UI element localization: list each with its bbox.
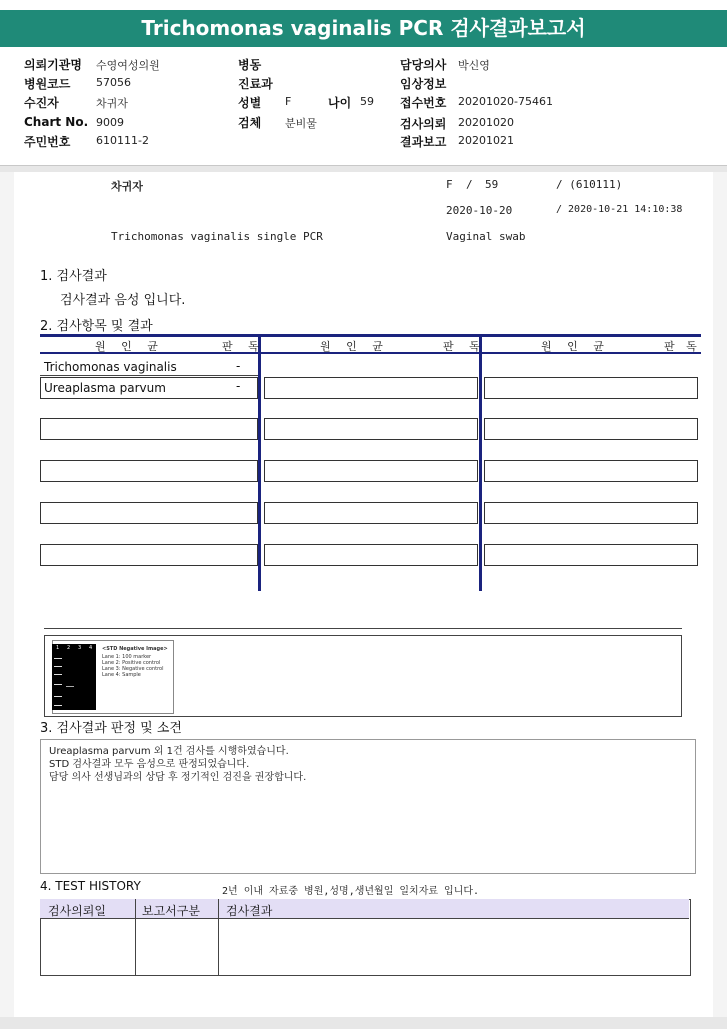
value-resident-no: 610111-2: [96, 134, 149, 147]
result-row-name: Trichomonas vaginalis: [44, 360, 177, 374]
image-area-top-line: [44, 628, 682, 629]
lane-number: 2: [67, 645, 71, 651]
history-note: 2년 이내 자료중 병원,성명,생년월일 일치자료 입니다.: [222, 886, 480, 897]
report-title: Trichomonas vaginalis PCR 검사결과보고서: [0, 10, 727, 47]
result-row-box: [40, 460, 258, 482]
history-col-divider: [135, 899, 136, 975]
gel-legend: [102, 646, 168, 678]
gel-legend-line: Lane 1: 100 marker: [102, 654, 152, 660]
label-test-request: 검사의뢰: [400, 117, 447, 131]
results-col-divider-1: [258, 334, 261, 591]
result-row-box: [484, 377, 698, 399]
result-row-value: -: [236, 359, 241, 373]
opinion-line: Ureaplasma parvum 외 1건 검사를 시행하였습니다.: [49, 746, 289, 757]
gel-band: [54, 674, 62, 675]
history-header-result: 검사결과: [226, 904, 273, 918]
section2-title: 2. 검사항목 및 결과: [40, 319, 153, 334]
lane-number: 4: [89, 645, 93, 651]
label-hospital-code: 병원코드: [24, 77, 71, 91]
col-header-result-1: 판 독: [222, 340, 265, 353]
report-datetime: / 2020-10-21 14:10:38: [556, 204, 683, 215]
section1-result: 검사결과 음성 입니다.: [60, 293, 186, 308]
value-physician: 박신영: [458, 59, 490, 72]
col-header-organism-3: 원 인 균: [541, 340, 610, 353]
collection-date: 2020-10-20: [446, 204, 513, 217]
row-divider: [40, 375, 258, 376]
header-info: [0, 47, 727, 166]
opinion-line: 담당 의사 선생님과의 상담 후 정기적인 검진을 권장합니다.: [49, 772, 307, 783]
col-header-result-3: 판 독: [664, 340, 701, 353]
patient-sex: F: [446, 178, 453, 191]
result-row-box: [484, 460, 698, 482]
value-result-report: 20201021: [458, 134, 514, 147]
patient-age: 59: [485, 178, 499, 191]
gel-legend-line: Lane 2: Positive control: [102, 660, 161, 666]
value-requesting-institution: 수영여성의원: [96, 59, 160, 72]
result-row-box: [264, 502, 478, 524]
label-patient: 수진자: [24, 96, 59, 110]
gel-band: [66, 686, 74, 687]
col-header-organism-2: 원 인 균: [320, 340, 389, 353]
test-name: Trichomonas vaginalis single PCR: [111, 230, 323, 243]
result-row-box: [264, 418, 478, 440]
result-row-box: [484, 418, 698, 440]
label-ward: 병동: [238, 58, 262, 72]
page-bottom-band: [0, 1017, 727, 1029]
result-row-box: [40, 502, 258, 524]
results-col-divider-2: [479, 334, 482, 591]
label-resident-no: 주민번호: [24, 135, 71, 149]
value-chart-no: 9009: [96, 116, 124, 129]
section3-title: 3. 검사결과 판정 및 소견: [40, 721, 182, 736]
value-receipt-no: 20201020-75461: [458, 95, 553, 108]
label-receipt-no: 접수번호: [400, 96, 447, 110]
history-col-divider: [218, 899, 219, 975]
value-age: 59: [360, 95, 374, 108]
history-header-report-type: 보고서구분: [142, 904, 200, 918]
result-row-box: [40, 544, 258, 566]
label-physician: 담당의사: [400, 58, 447, 72]
gel-image: [52, 644, 96, 710]
section1-title: 1. 검사결과: [40, 269, 107, 284]
lane-number: 1: [56, 645, 60, 651]
gel-band: [54, 705, 62, 706]
opinion-text: [49, 745, 306, 784]
value-test-request: 20201020: [458, 116, 514, 129]
result-row-value: -: [236, 379, 241, 393]
gel-band: [54, 658, 62, 659]
result-row-box: [484, 502, 698, 524]
value-patient: 차귀자: [96, 97, 128, 110]
result-row-box: [484, 544, 698, 566]
label-age: 나이: [328, 96, 352, 110]
result-row-box: [264, 544, 478, 566]
label-department: 진료과: [238, 77, 273, 91]
divider-band: [0, 166, 727, 172]
result-row-box: [40, 418, 258, 440]
value-specimen: 분비물: [285, 117, 317, 130]
gel-band: [54, 666, 62, 667]
opinion-line: STD 검사결과 모두 음성으로 판정되었습니다.: [49, 759, 250, 770]
label-chart-no: Chart No.: [24, 115, 89, 129]
section4-title: 4. TEST HISTORY: [40, 879, 141, 893]
value-hospital-code: 57056: [96, 76, 131, 89]
gel-band: [54, 684, 62, 685]
label-requesting-institution: 의뢰기관명: [24, 58, 82, 72]
patient-id: / (610111): [556, 178, 623, 191]
label-clinical-info: 임상정보: [400, 77, 447, 91]
lane-number: 3: [78, 645, 82, 651]
specimen-type: Vaginal swab: [446, 230, 526, 243]
gel-legend-line: Lane 4: Sample: [102, 672, 141, 678]
page-margin-right: [713, 172, 727, 1017]
result-row-box: [264, 460, 478, 482]
result-row-name: Ureaplasma parvum: [44, 381, 166, 395]
gel-image-title: <STD Negative Image>: [102, 646, 168, 652]
value-sex: F: [285, 95, 292, 108]
history-table-header: [40, 899, 689, 919]
patient-name: 차귀자: [111, 180, 143, 193]
gel-legend-line: Lane 3: Negative control: [102, 666, 164, 672]
gel-band: [54, 696, 62, 697]
history-header-request-date: 검사의뢰일: [48, 904, 106, 918]
label-result-report: 결과보고: [400, 135, 447, 149]
page-margin-left: [0, 172, 14, 1017]
label-sex: 성별: [238, 96, 262, 110]
label-specimen: 검체: [238, 116, 262, 130]
results-table-top-line: [40, 334, 701, 337]
col-header-result-2: 판 독: [443, 340, 486, 353]
patient-separator: /: [466, 178, 473, 191]
result-row-box: [264, 377, 478, 399]
col-header-organism-1: 원 인 균: [95, 340, 164, 353]
